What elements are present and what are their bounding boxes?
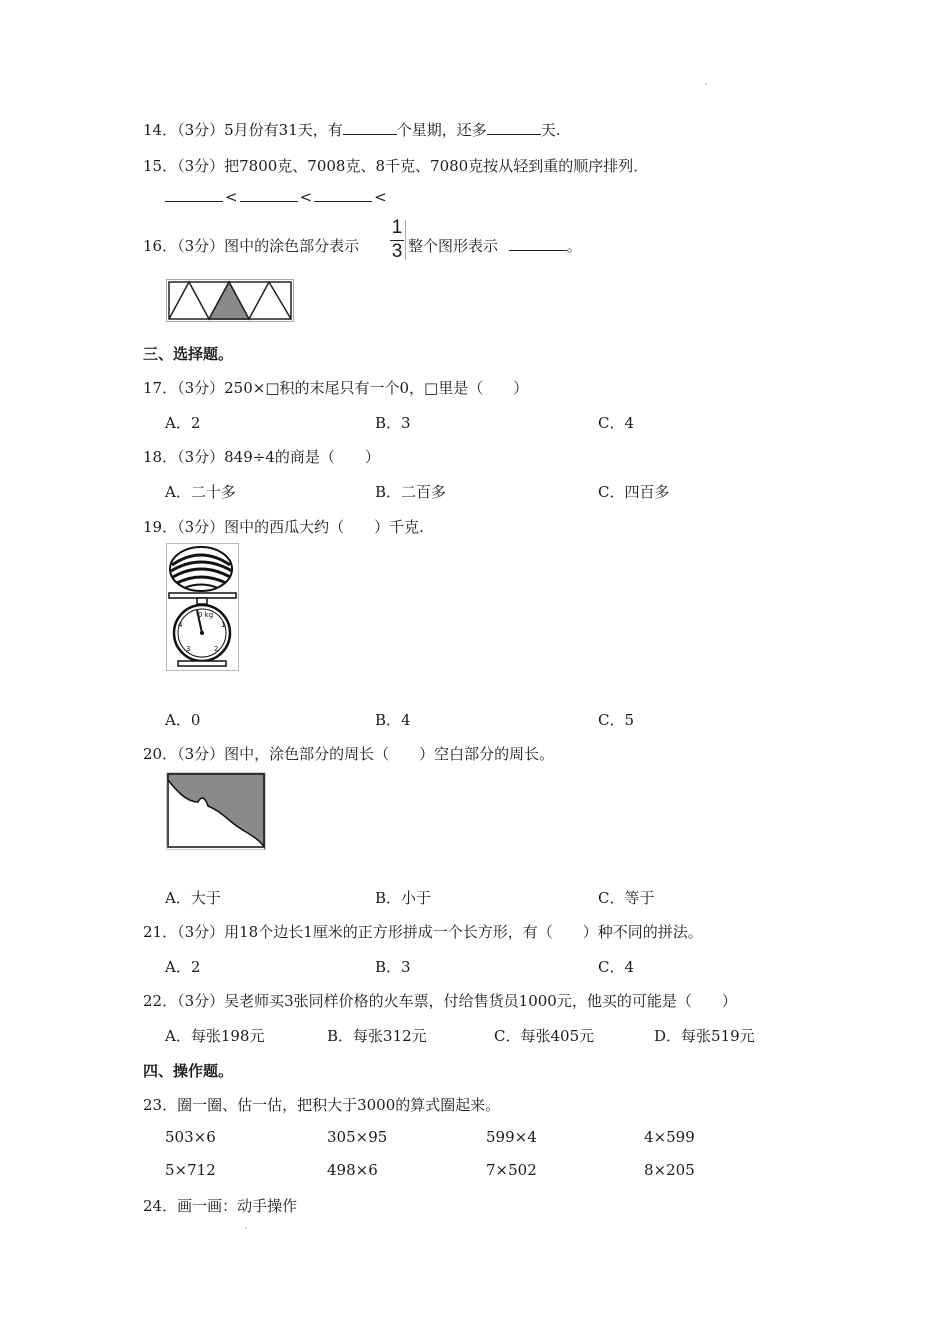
q23-expr-r2-4[interactable]: 8×205 bbox=[644, 1161, 695, 1179]
q15-answer-row bbox=[165, 187, 389, 206]
q18-option-a[interactable]: A．二十多 bbox=[165, 483, 236, 501]
scale-label-1: 1 bbox=[221, 621, 226, 629]
watermelon-icon bbox=[170, 547, 232, 591]
section-4-title: 四、操作题。 bbox=[143, 1062, 234, 1080]
q20-option-a[interactable]: A．大于 bbox=[165, 889, 221, 907]
q16-cursor-line bbox=[405, 220, 406, 260]
q22-option-c[interactable]: C．每张405元 bbox=[494, 1027, 595, 1045]
q17-option-a[interactable]: A．2 bbox=[165, 414, 201, 432]
scale-label-3: 3 bbox=[186, 645, 191, 653]
q20-option-b[interactable]: B．小于 bbox=[375, 889, 432, 907]
q23-expr-r2-1[interactable]: 5×712 bbox=[165, 1161, 216, 1179]
q15-lt-1: < bbox=[225, 188, 238, 206]
q22-option-a[interactable]: A．每张198元 bbox=[165, 1027, 265, 1045]
q20-option-c[interactable]: C．等于 bbox=[598, 889, 655, 907]
q16-fraction-numerator: 1 bbox=[391, 217, 403, 238]
q16-suffix: 。 bbox=[566, 237, 582, 255]
question-20: 20．（3分）图中，涂色部分的周长（ ）空白部分的周长。 bbox=[143, 745, 555, 763]
question-23: 23．圈一圈、估一估，把积大于3000的算式圈起来。 bbox=[143, 1096, 501, 1114]
q21-option-b[interactable]: B．3 bbox=[375, 958, 411, 976]
scale-dial-icon bbox=[174, 605, 230, 661]
question-17: 17．（3分）250×□积的末尾只有一个0，□里是（ ） bbox=[143, 379, 529, 397]
q15-blank-2[interactable] bbox=[240, 187, 298, 202]
q17-option-b[interactable]: B．3 bbox=[375, 414, 411, 432]
q21-option-c[interactable]: C．4 bbox=[598, 958, 635, 976]
q14-suffix: 天. bbox=[540, 121, 561, 139]
q22-option-d[interactable]: D．每张519元 bbox=[654, 1027, 755, 1045]
question-16-prefix: 16．（3分）图中的涂色部分表示 bbox=[143, 237, 360, 255]
q15-lt-2: < bbox=[299, 188, 313, 206]
q18-option-b[interactable]: B．二百多 bbox=[375, 483, 447, 501]
page-mark-top: ˛ bbox=[704, 76, 708, 85]
q17-option-c[interactable]: C．4 bbox=[598, 414, 635, 432]
watermelon-scale-figure bbox=[166, 543, 239, 671]
q14-middle: 个星期，还多 bbox=[396, 121, 487, 139]
page-mark-bottom: ˛ bbox=[244, 1220, 248, 1229]
scale-label-4: 4 bbox=[178, 621, 183, 629]
q16-middle: 整个图形表示 bbox=[408, 237, 499, 255]
q15-blank-1[interactable] bbox=[165, 187, 223, 202]
q19-option-c[interactable]: C．5 bbox=[598, 711, 635, 729]
q14-prefix: 14．（3分）5月份有31天，有 bbox=[143, 121, 343, 139]
q19-option-b[interactable]: B．4 bbox=[375, 711, 411, 729]
question-24: 24．画一画：动手操作 bbox=[143, 1197, 298, 1215]
scale-label-2: 2 bbox=[214, 645, 219, 653]
question-15: 15．（3分）把7800克、7008克、8千克、7080克按从轻到重的顺序排列． bbox=[143, 157, 649, 175]
q22-option-b[interactable]: B．每张312元 bbox=[327, 1027, 427, 1045]
scale-unit-label: 0 kg bbox=[198, 611, 214, 619]
q23-expr-r2-3[interactable]: 7×502 bbox=[486, 1161, 537, 1179]
question-18: 18．（3分）849÷4的商是（ ） bbox=[143, 448, 380, 466]
q15-lt-3: < bbox=[374, 188, 387, 206]
question-19: 19．（3分）图中的西瓜大约（ ）千克. bbox=[143, 518, 424, 536]
q15-blank-3[interactable] bbox=[314, 187, 372, 202]
q23-expr-r1-1[interactable]: 503×6 bbox=[165, 1128, 216, 1146]
q19-option-a[interactable]: A．0 bbox=[165, 711, 201, 729]
q23-expr-r1-3[interactable]: 599×4 bbox=[486, 1128, 537, 1146]
q14-blank-weeks[interactable] bbox=[343, 120, 397, 135]
question-21: 21．（3分）用18个边长1厘米的正方形拼成一个长方形，有（ ）种不同的拼法。 bbox=[143, 923, 703, 941]
question-22: 22．（3分）吴老师买3张同样价格的火车票，付给售货员1000元，他买的可能是（ ） bbox=[143, 992, 737, 1010]
section-3-title: 三、选择题。 bbox=[143, 345, 234, 363]
q23-expr-r1-4[interactable]: 4×599 bbox=[644, 1128, 695, 1146]
shaded-rectangle-figure bbox=[166, 772, 266, 850]
q18-option-c[interactable]: C．四百多 bbox=[598, 483, 670, 501]
question-14 bbox=[143, 119, 561, 140]
q16-blank[interactable] bbox=[509, 236, 567, 251]
q23-expr-r1-2[interactable]: 305×95 bbox=[327, 1128, 388, 1146]
q23-expr-r2-2[interactable]: 498×6 bbox=[327, 1161, 378, 1179]
q16-fraction-denominator: 3 bbox=[391, 241, 403, 262]
triangles-figure bbox=[166, 279, 294, 322]
q14-blank-days[interactable] bbox=[487, 120, 541, 135]
q16-rest bbox=[408, 235, 582, 256]
q21-option-a[interactable]: A．2 bbox=[165, 958, 201, 976]
